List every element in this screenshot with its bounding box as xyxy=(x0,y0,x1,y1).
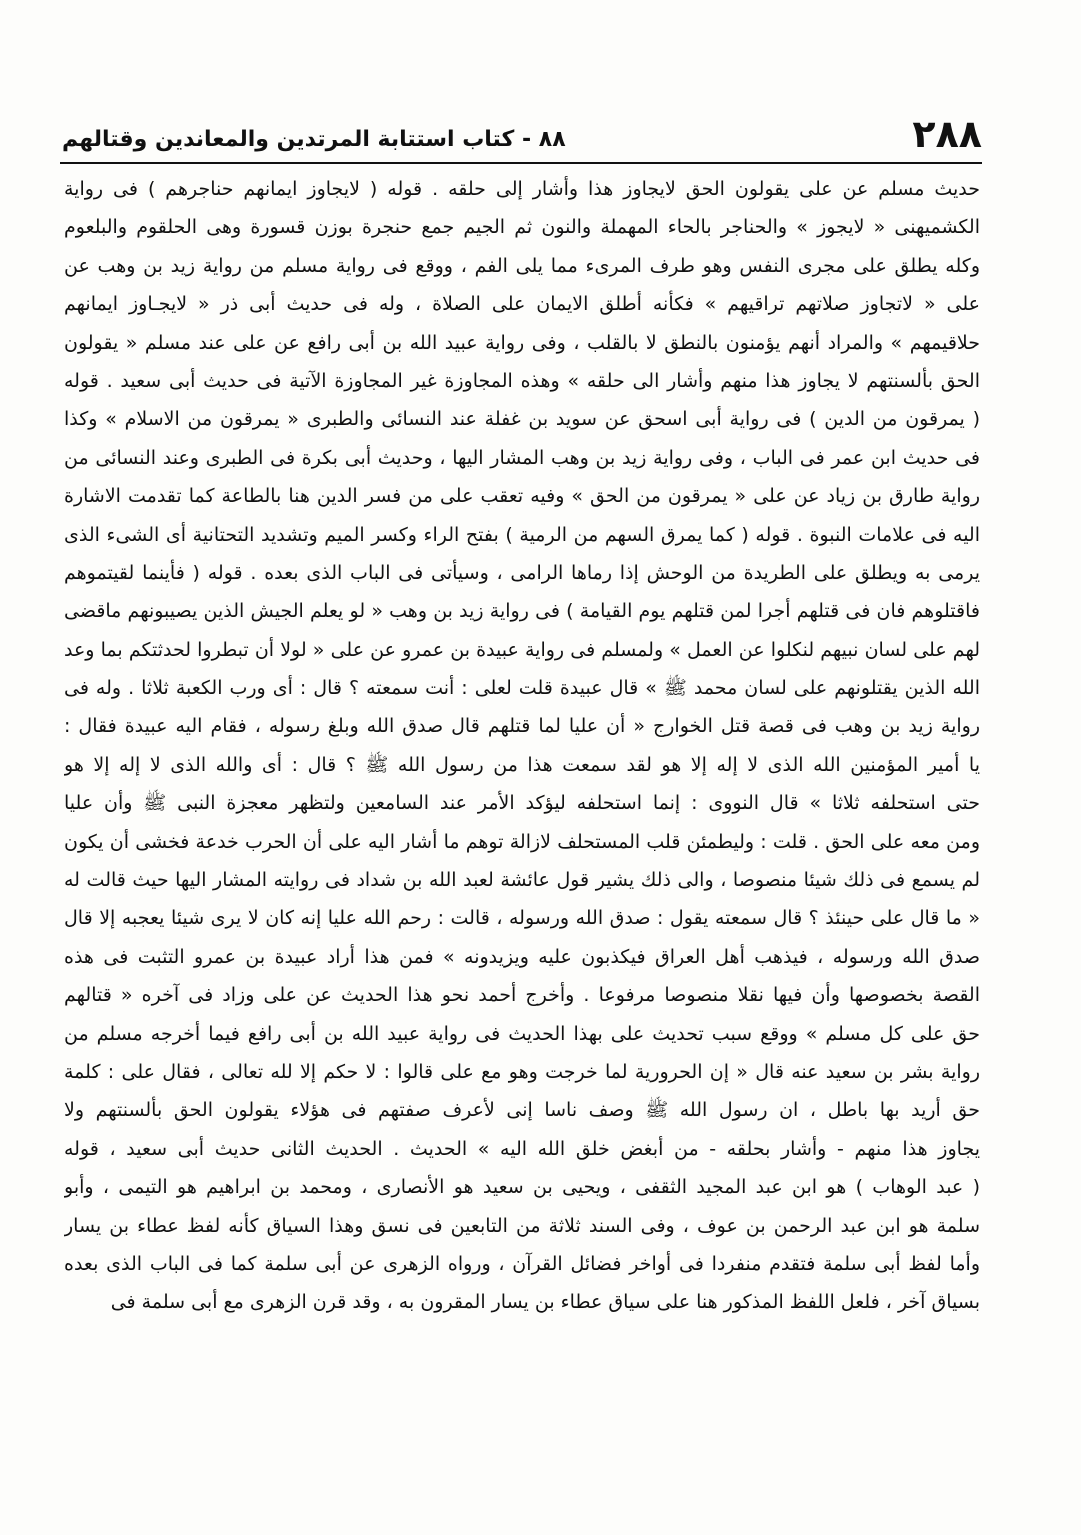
text-line: ( عبد الوهاب ) هو ابن عبد المجيد الثقفى ، ويحيى بن سعيد هو الأنصارى ، ومحمد بن ابراهيم هو التيمى ، وأبو xyxy=(64,1176,980,1199)
text-line: وكله يطلق على مجرى النفس وهو طرف المرىء مما يلى الفم ، ووقع فى رواية مسلم من رواية زيد بن وهب عن xyxy=(64,254,980,277)
text-line: اليه فى علامات النبوة . قوله ( كما يمرق السهم من الرمية ) بفتح الراء وكسر الميم وتشديد التحتانية أى الشىء الذى xyxy=(64,523,980,546)
text-line: فى حديث ابن عمر فى الباب ، وفى رواية زيد بن وهب المشار اليها ، وحديث أبى بكرة فى الطبرى وعند النسائى من xyxy=(64,446,980,469)
text-line: « ما قال على حينئذ ؟ قال سمعته يقول : صدق الله ورسوله ، قالت : رحم الله عليا إنه كان لا يرى شيئا يعجبه إلا قال xyxy=(64,907,980,930)
text-line: وأما لفظ أبى سلمة فتقدم منفردا فى أواخر فضائل القرآن ، ورواه الزهرى عن أبى سلمة كما فى الباب الذى بعده xyxy=(64,1252,980,1275)
text-line: حديث مسلم عن على يقولون الحق لايجاوز هذا وأشار إلى حلقه . قوله ( لايجاوز ايمانهم حناجرهم ) فى رواية xyxy=(64,178,980,200)
text-line: فاقتلوهم فان فى قتلهم أجرا لمن قتلهم يوم القيامة ) فى رواية زيد بن وهب « لو يعلم الجيش الذين يصيبونهم ماقضى xyxy=(64,600,980,623)
page-number: ٢٨٨ xyxy=(912,112,982,156)
body-text xyxy=(64,170,980,1322)
text-line: حلاقيمهم » والمراد أنهم يؤمنون بالنطق لا بالقلب ، وفى رواية عبيد الله بن أبى رافع عن على عند مسلم « يقولون xyxy=(64,331,980,354)
page-header xyxy=(62,112,982,162)
text-line: سلمة هو ابن عبد الرحمن بن عوف ، وفى السند ثلاثة من التابعين فى نسق وهذا السياق كأنه لفظ عطاء بن يسار xyxy=(64,1214,980,1237)
text-line: ( يمرقون من الدين ) فى رواية أبى اسحق عن سويد بن غفلة عند النسائى والطبرى « يمرقون من الاسلام » وكذا xyxy=(64,408,980,431)
text-line: الله الذين يقتلونهم على لسان محمد ﷺ » قال عبيدة قلت لعلى : أنت سمعته ؟ قال : أى ورب الكعبة ثلاثا . وله فى xyxy=(64,677,980,700)
text-line: يجاوز هذا منهم - وأشار بحلقه - من أبغض خلق الله اليه » الحديث . الحديث الثانى حديث أبى سعيد ، قوله xyxy=(64,1137,980,1160)
text-line: ومن معه على الحق . قلت : وليطمئن قلب المستحلف لازالة توهم ما أشار اليه على أن الحرب خدعة فخشى أن يكون xyxy=(64,830,980,853)
text-line: حق أريد بها باطل ، ان رسول الله ﷺ وصف ناسا إنى لأعرف صفتهم فى هؤلاء يقولون الحق بألسنتهم ولا xyxy=(64,1099,980,1122)
text-line: على « لاتجاوز صلاتهم تراقيهم » فكأنه أطلق الايمان على الصلاة ، وله فى حديث أبى ذر « لايجـاوز ايمانهم xyxy=(64,293,980,316)
text-line: يرمى به ويطلق على الطريدة من الوحش إذا رماها الرامى ، وسيأتى فى الباب الذى بعده . قوله ( فأينما لقيتموهم xyxy=(64,561,980,584)
text-line: صدق الله ورسوله ، فيذهب أهل العراق فيكذبون عليه ويزيدونه » فمن هذا أراد عبيدة بن عمرو التثبت فى هذه xyxy=(64,945,980,968)
text-line: يا أمير المؤمنين الله الذى لا إله إلا هو لقد سمعت هذا من رسول الله ﷺ ؟ قال : أى والله الذى لا إله إلا هو xyxy=(64,753,980,776)
text-line: القصة بخصوصها وأن فيها نقلا منصوصا مرفوعا . وأخرج أحمد نحو هذا الحديث عن على وزاد فى آخره « قتالهم xyxy=(64,984,980,1007)
running-title: ٨٨ - كتاب استتابة المرتدين والمعاندين وقتالهم xyxy=(62,127,566,152)
header-rule xyxy=(60,162,982,164)
text-line: بسياق آخر ، فلعل اللفظ المذكور هنا على سياق عطاء بن يسار المقرون به ، وقد قرن الزهرى مع أبى سلمة فى xyxy=(110,1291,980,1314)
text-line: حق على كل مسلم » ووقع سبب تحديث على بهذا الحديث فى رواية عبيد الله بن أبى رافع فيما أخرجه مسلم من xyxy=(64,1022,980,1045)
text-line: الحق بألسنتهم لا يجاوز هذا منهم وأشار الى حلقه » وهذه المجاوزة غير المجاوزة الآتية فى حديث أبى سعيد . قوله xyxy=(64,369,980,392)
text-line: رواية طارق بن زياد عن على « يمرقون من الحق » وفيه تعقب على من فسر الدين هنا بالطاعة كما تقدمت الاشارة xyxy=(64,485,980,508)
text-line: لهم على لسان نبيهم لنكلوا عن العمل » ولمسلم فى رواية عبيدة بن عمرو عن على « لولا أن تبطروا لحدثتكم بما وعد xyxy=(64,638,980,661)
text-line: الكشميهنى « لايجوز » والحناجر بالحاء المهملة والنون ثم الجيم جمع حنجرة بوزن قسورة وهى الحلقوم والبلعوم xyxy=(64,216,980,239)
text-line: رواية بشر بن سعيد عنه قال « إن الحرورية لما خرجت وهو مع على قالوا : لا حكم إلا لله تعالى ، فقال على : كلمة xyxy=(64,1060,980,1083)
text-line: رواية زيد بن وهب فى قصة قتل الخوارج « أن عليا لما قتلهم قال صدق الله وبلغ رسوله ، فقام اليه عبيدة فقال : xyxy=(64,715,980,738)
text-line: حتى استحلفه ثلاثا » قال النووى : إنما استحلفه ليؤكد الأمر عند السامعين ولتظهر معجزة النبى ﷺ وأن عليا xyxy=(64,792,980,815)
text-line: لم يسمع فى ذلك شيئا منصوصا ، والى ذلك يشير قول عائشة لعبد الله بن شداد فى روايته المشار اليها حيث قالت له xyxy=(64,869,980,892)
